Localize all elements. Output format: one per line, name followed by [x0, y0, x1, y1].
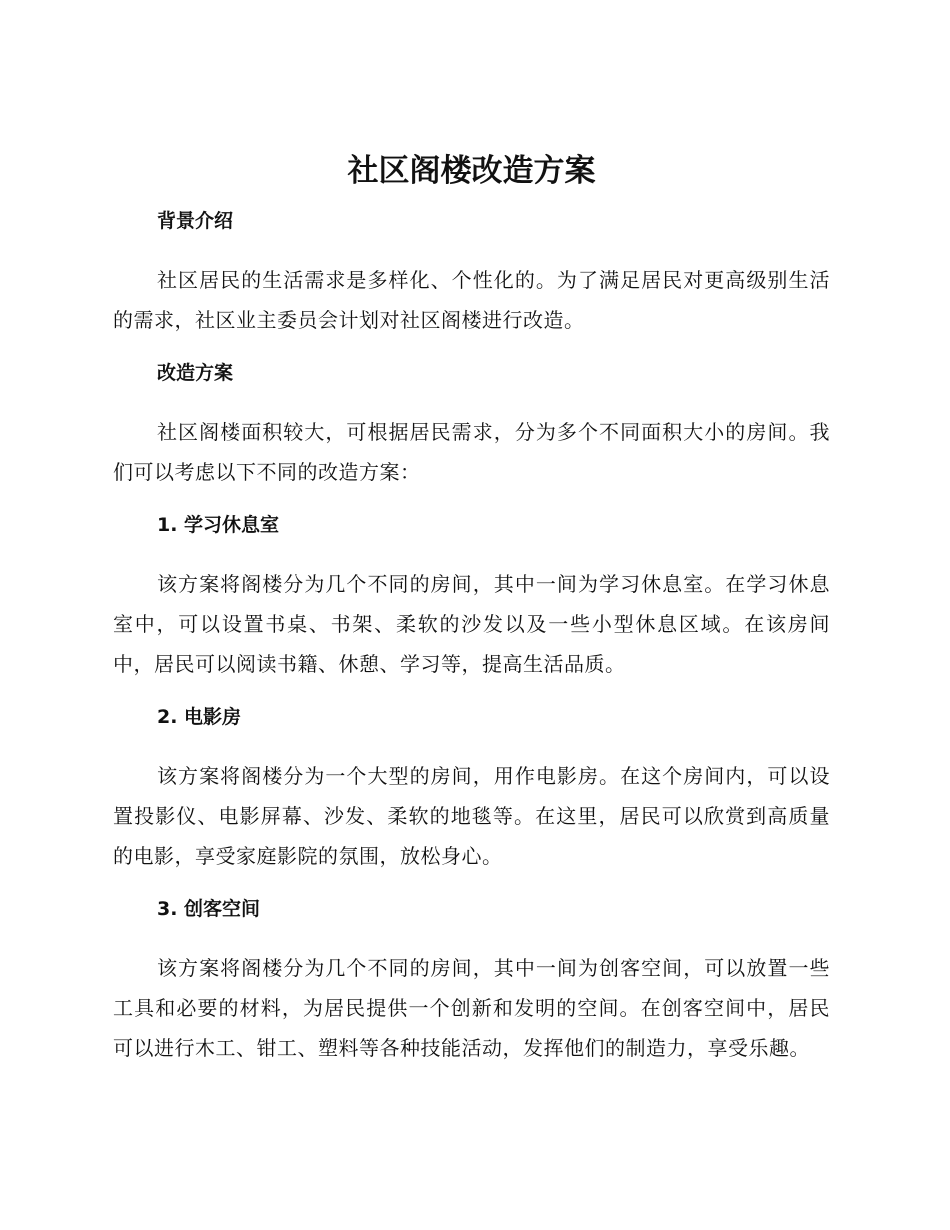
- section-heading-background: 背景介绍: [157, 210, 234, 232]
- document-page: [113, 148, 830, 1068]
- document-title: 社区阁楼改造方案: [347, 153, 596, 189]
- section-body-maker-space: 该方案将阁楼分为几个不同的房间，其中一间为创客空间，可以放置一些工具和必要的材料，为居民提供一个创新和发明的空间。在创客空间中，居民可以进行木工、钳工、塑料等各种技能活动，发挥他们的制造力，享受乐趣。: [113, 956, 830, 1060]
- section-heading-movie-room: 2. 电影房: [157, 706, 242, 728]
- section-heading-study-room: 1. 学习休息室: [157, 514, 280, 536]
- section-body-movie-room: 该方案将阁楼分为一个大型的房间，用作电影房。在这个房间内，可以设置投影仪、电影屏幕、沙发、柔软的地毯等。在这里，居民可以欣赏到高质量的电影，享受家庭影院的氛围，放松身心。: [113, 764, 830, 868]
- section-body-background: 社区居民的生活需求是多样化、个性化的。为了满足居民对更高级别生活的需求，社区业主委员会计划对社区阁楼进行改造。: [113, 268, 830, 332]
- section-body-study-room: 该方案将阁楼分为几个不同的房间，其中一间为学习休息室。在学习休息室中，可以设置书桌、书架、柔软的沙发以及一些小型休息区域。在该房间中，居民可以阅读书籍、休憩、学习等，提高生活品质。: [113, 572, 830, 676]
- section-heading-plan: 改造方案: [157, 362, 234, 384]
- section-heading-maker-space: 3. 创客空间: [157, 898, 261, 920]
- section-body-plan: 社区阁楼面积较大，可根据居民需求，分为多个不同面积大小的房间。我们可以考虑以下不同的改造方案：: [113, 420, 830, 484]
